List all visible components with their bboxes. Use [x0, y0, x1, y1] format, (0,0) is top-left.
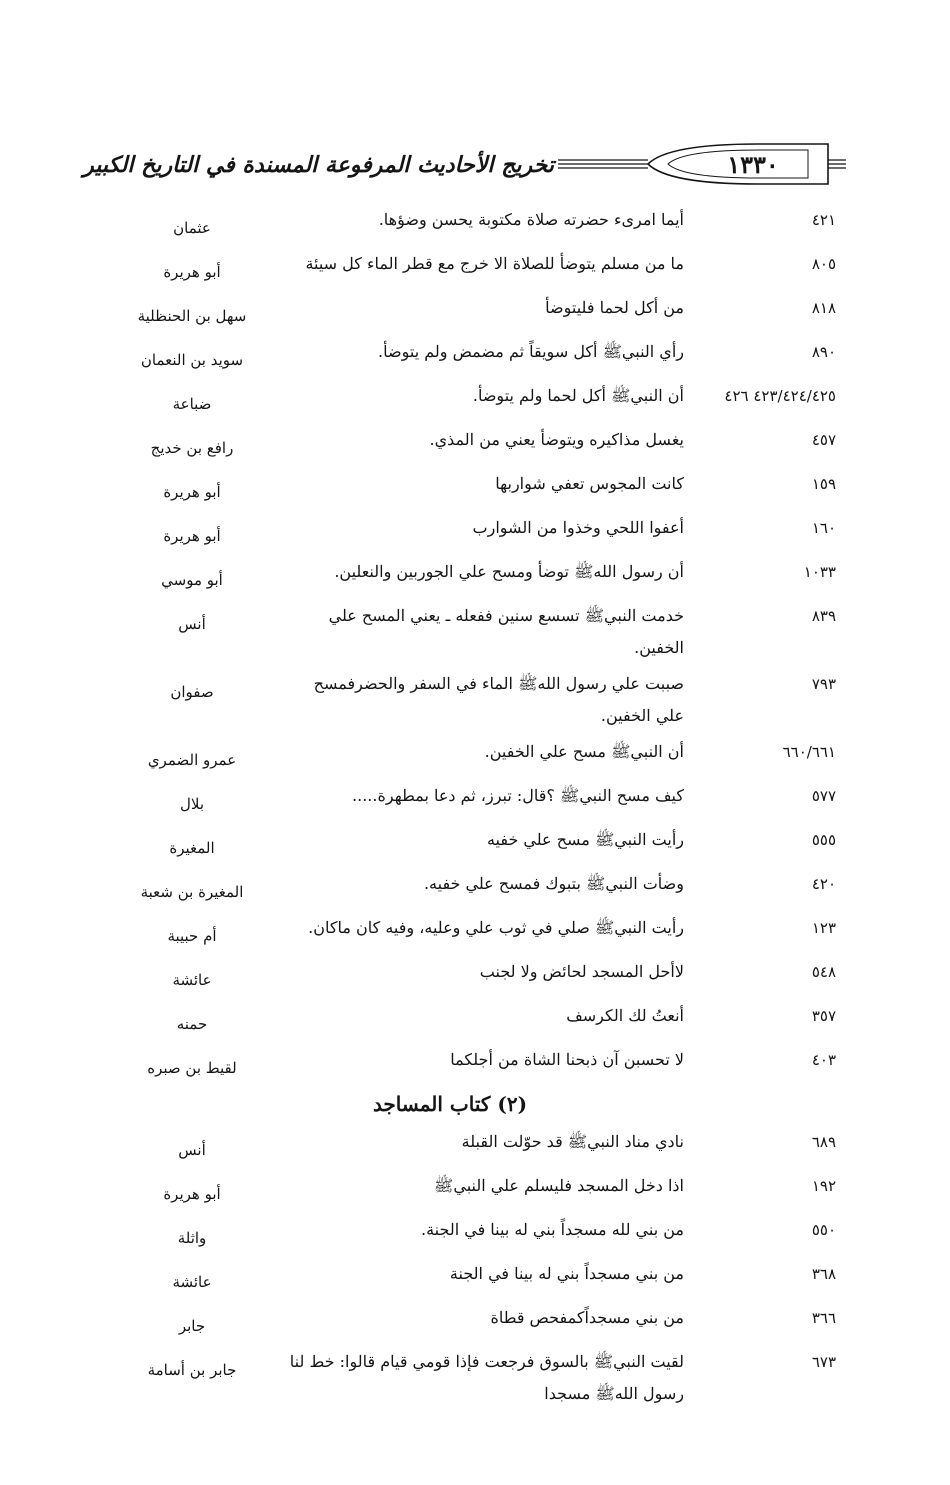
- hadith-text: من بني مسجداًكمفحص قطاة: [490, 1308, 684, 1327]
- table-row: [100, 292, 850, 332]
- narrator-name: أنس: [178, 1141, 206, 1159]
- hadith-number: ٦٧٣: [811, 1353, 836, 1371]
- hadith-text: خدمت النبيﷺ تسسع سنين ففعله ـ يعني المسح علي الخفين.: [328, 606, 684, 657]
- hadith-text: من بني مسجداً بني له بينا في الجنة: [449, 1264, 684, 1283]
- hadith-number: ٤٢٣/٤٢٤/٤٢٥ ٤٢٦: [724, 387, 836, 405]
- narrator-name: سهل بن الحنظلية: [137, 307, 247, 325]
- page-header: [83, 140, 846, 190]
- hadith-number: ٥٤٨: [811, 963, 836, 981]
- hadith-text: وضأت النبيﷺ بتبوك فمسح علي خفيه.: [423, 874, 684, 893]
- narrator-name: عائشة: [172, 1273, 212, 1291]
- table-row: [100, 1302, 850, 1342]
- table-row: [100, 868, 850, 908]
- hadith-number: ٤٢١: [811, 211, 836, 229]
- hadith-number: ٥٥٥: [811, 831, 836, 849]
- narrator-name: ضباعة: [172, 395, 212, 413]
- hadith-text: لقيت النبيﷺ بالسوق فرجعت فإذا قومي قيام قالوا: خط لنا رسول اللهﷺ مسجدا: [289, 1352, 684, 1403]
- table-row: [100, 600, 850, 664]
- hadith-number: ١٥٩: [811, 475, 836, 493]
- hadith-number: ٤٢٠: [811, 875, 836, 893]
- hadith-number: ١٠٣٣: [803, 563, 836, 581]
- table-row: [100, 1346, 850, 1410]
- hadith-text: من بني لله مسجداً بني له بينا في الجنة.: [421, 1220, 684, 1239]
- table-row: [100, 1000, 850, 1040]
- table-row: [100, 956, 850, 996]
- hadith-text: كانت المجوس تعفي شواربها: [495, 474, 684, 493]
- hadith-number: ٨٠٥: [811, 255, 836, 273]
- hadith-index-table: [100, 200, 850, 1414]
- hadith-number: ٦٦٠/٦٦١: [782, 743, 836, 761]
- narrator-name: واثلة: [177, 1229, 207, 1247]
- table-row: [100, 468, 850, 508]
- hadith-number: ٧٩٣: [811, 675, 836, 693]
- narrator-name: رافع بن خديج: [150, 439, 234, 457]
- hadith-text: لاأحل المسجد لحائض ولا لجنب: [479, 962, 684, 981]
- table-row: [100, 336, 850, 376]
- hadith-number: ٣٦٦: [811, 1309, 836, 1327]
- hadith-text: صببت علي رسول اللهﷺ الماء في السفر والحضرفمسح علي الخفين.: [313, 674, 684, 725]
- narrator-name: أنس: [178, 615, 206, 633]
- hadith-text: كيف مسح النبيﷺ ؟قال: تبرز، ثم دعا بمطهرة.....: [352, 786, 684, 805]
- hadith-text: أن رسول اللهﷺ توضأ ومسح علي الجوربين والنعلين.: [334, 562, 684, 581]
- table-row: [100, 556, 850, 596]
- narrator-name: سويد بن النعمان: [140, 351, 244, 369]
- narrator-name: أبو موسي: [161, 571, 223, 589]
- hadith-list-mosques: [100, 1126, 850, 1410]
- hadith-text: أيما امرىء حضرته صلاة مكتوبة يحسن وضؤها.: [378, 210, 684, 229]
- hadith-text: يغسل مذاكيره ويتوضأ يعني من المذي.: [429, 430, 684, 449]
- narrator-name: لقيط بن صبره: [147, 1059, 237, 1077]
- hadith-number: ٦٨٩: [811, 1133, 836, 1151]
- hadith-text: ما من مسلم يتوضأ للصلاة الا خرج مع قطر الماء كل سيئة: [305, 254, 684, 273]
- page-number: ١٣٣٠: [727, 150, 779, 179]
- narrator-name: أبو هريرة: [163, 483, 221, 501]
- hadith-text: أعفوا اللحي وخذوا من الشوارب: [472, 518, 684, 537]
- hadith-number: ٨٩٠: [811, 343, 836, 361]
- narrator-name: أبو هريرة: [163, 263, 221, 281]
- section-heading: (٢) كتاب المساجد: [372, 1092, 528, 1116]
- table-row: [100, 1044, 850, 1084]
- hadith-number: ٨١٨: [811, 299, 836, 317]
- hadith-number: ٤٠٣: [811, 1051, 836, 1069]
- hadith-number: ٥٥٠: [811, 1221, 836, 1239]
- hadith-text: لا تحسبن آن ذبحنا الشاة من أجلكما: [450, 1050, 684, 1069]
- hadith-text: أن النبيﷺ أكل لحما ولم يتوضأ.: [472, 386, 684, 405]
- table-row: [100, 824, 850, 864]
- table-row: [100, 1170, 850, 1210]
- hadith-number: ٣٥٧: [811, 1007, 836, 1025]
- narrator-name: أم حبيبة: [167, 927, 217, 945]
- narrator-name: عمرو الضمري: [147, 751, 237, 769]
- narrator-name: أبو هريرة: [163, 527, 221, 545]
- narrator-name: عائشة: [172, 971, 212, 989]
- narrator-name: حمنه: [176, 1015, 208, 1033]
- table-row: [100, 248, 850, 288]
- hadith-text: أنعتُ لك الكرسف: [566, 1006, 684, 1025]
- table-row: [100, 204, 850, 244]
- hadith-text: رأيت النبيﷺ صلي في ثوب علي وعليه، وفيه كان ماكان.: [308, 918, 684, 937]
- table-row: [100, 424, 850, 464]
- table-row: [100, 1214, 850, 1254]
- narrator-name: أبو هريرة: [163, 1185, 221, 1203]
- table-row: [100, 512, 850, 552]
- table-row: [100, 912, 850, 952]
- table-row: [100, 1126, 850, 1166]
- hadith-text: أن النبيﷺ مسح علي الخفين.: [484, 742, 684, 761]
- hadith-text: رأيت النبيﷺ مسح علي خفيه: [486, 830, 684, 849]
- hadith-text: من أكل لحما فليتوضأ: [545, 298, 684, 317]
- table-row: [100, 380, 850, 420]
- table-row: [100, 736, 850, 776]
- narrator-name: جابر: [178, 1317, 206, 1335]
- narrator-name: عثمان: [173, 219, 211, 237]
- hadith-list-purification: [100, 204, 850, 1084]
- running-title: تخريج الأحاديث المرفوعة المسندة في التاريخ الكبير: [83, 152, 554, 178]
- hadith-number: ٥٧٧: [811, 787, 836, 805]
- narrator-name: جابر بن أسامة: [147, 1361, 237, 1379]
- hadith-number: ٨٣٩: [811, 607, 836, 625]
- hadith-text: اذا دخل المسجد فليسلم علي النبيﷺ: [434, 1176, 684, 1195]
- narrator-name: المغيرة بن شعبة: [140, 883, 244, 901]
- hadith-text: نادي مناد النبيﷺ قد حوّلت القبلة: [461, 1132, 684, 1151]
- narrator-name: بلال: [179, 795, 205, 813]
- narrator-name: صفوان: [170, 683, 214, 701]
- hadith-number: ١٦٠: [811, 519, 836, 537]
- hadith-number: ٤٥٧: [811, 431, 836, 449]
- hadith-number: ١٢٣: [811, 919, 836, 937]
- table-row: [100, 780, 850, 820]
- table-row: [100, 668, 850, 732]
- narrator-name: المغيرة: [169, 839, 215, 857]
- hadith-number: ٣٦٨: [811, 1265, 836, 1283]
- hadith-number: ١٩٢: [811, 1177, 836, 1195]
- table-row: [100, 1258, 850, 1298]
- hadith-text: رأي النبيﷺ أكل سويقاً ثم مضمض ولم يتوضأ.: [378, 342, 684, 361]
